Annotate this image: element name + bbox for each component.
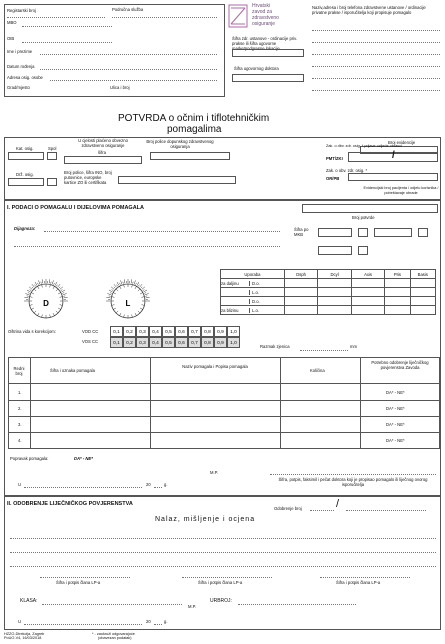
kind-label: U cjelosti plaćeno obvezno zdravstveno osiguranje bbox=[78, 138, 128, 148]
axis-dial-inner-tick bbox=[50, 315, 51, 318]
vod-acuity-5[interactable]: 0,6 bbox=[175, 326, 188, 337]
use-cell[interactable] bbox=[410, 297, 435, 306]
sign1-year-dot: g. bbox=[164, 482, 168, 487]
mkb-field-2[interactable] bbox=[358, 228, 368, 237]
section2-year-dot: g. bbox=[164, 619, 168, 624]
axis-dial-tick bbox=[58, 284, 61, 287]
axis-dial-inner-tick bbox=[34, 311, 36, 313]
institution-line-2[interactable] bbox=[312, 42, 440, 43]
vod-acuity-7[interactable]: 0,8 bbox=[201, 326, 214, 337]
section2-date: 20 bbox=[146, 619, 151, 624]
axis-dial-inner-tick bbox=[112, 305, 115, 306]
vos-acuity-8[interactable]: 0,9 bbox=[214, 337, 227, 348]
member-label-2: Šifra i potpis člana LP-a bbox=[198, 580, 243, 585]
footer-note2: (obavezan podatak) bbox=[98, 636, 132, 640]
axis-dial-tick bbox=[49, 279, 50, 283]
orpb-field[interactable] bbox=[348, 173, 438, 181]
institution-line-1[interactable] bbox=[312, 30, 440, 31]
hzzo-logo: Hrvatski zavod za zdravstveno osiguranje bbox=[228, 4, 308, 32]
institution-line-5[interactable] bbox=[312, 78, 440, 79]
use-cell[interactable] bbox=[318, 306, 351, 315]
axis-dial-tick bbox=[137, 282, 139, 285]
axis-dial-tick bbox=[32, 287, 33, 288]
evid-note: Evidencijski broj pacijenta / odjelu korisnika / pobeštavaje obrade bbox=[363, 186, 439, 195]
use-cell[interactable] bbox=[318, 297, 351, 306]
dob-field[interactable] bbox=[40, 69, 217, 70]
member-sign-1[interactable] bbox=[40, 577, 130, 578]
axis-dial-tick bbox=[111, 287, 114, 290]
axis-dial-tick bbox=[109, 290, 112, 292]
mkb-field-5[interactable] bbox=[318, 246, 352, 255]
approval-num-field-1[interactable] bbox=[310, 510, 334, 511]
axis-dial-tick bbox=[136, 283, 137, 285]
repair-value[interactable]: DA* - NE* bbox=[74, 456, 93, 461]
reg-num-label: Registarski broj bbox=[7, 8, 36, 13]
vod-acuity-3[interactable]: 0,4 bbox=[149, 326, 162, 337]
vod-acuity-0[interactable]: 0,1 bbox=[110, 326, 123, 337]
axis-dial-tick bbox=[35, 285, 36, 287]
axis-dial-inner-tick bbox=[53, 286, 55, 289]
inst-code-label: Šifra zdr. ustanove - ordinacije priv. prakse ili šifra ugovorne marketpodgresne lokacije bbox=[232, 36, 298, 51]
axis-dial-tick bbox=[141, 287, 142, 288]
institution-line-4[interactable] bbox=[312, 66, 440, 67]
opinion-line-3[interactable] bbox=[10, 566, 436, 567]
use-cell[interactable] bbox=[284, 288, 317, 297]
axis-dial-tick bbox=[35, 282, 37, 285]
use-cell[interactable] bbox=[410, 306, 435, 315]
axis-dial-tick bbox=[60, 287, 63, 290]
deputy-label: Zak. o dbv. zdr. osig. * prijave ozljede obrasci bbox=[326, 144, 402, 148]
sign1-signature-field[interactable] bbox=[270, 474, 436, 475]
oib-field[interactable] bbox=[22, 42, 112, 43]
diag-line-1[interactable] bbox=[44, 231, 280, 232]
opinion-line-1[interactable] bbox=[10, 538, 436, 539]
pd-field[interactable] bbox=[300, 350, 348, 351]
acuity-label: Oštrina vida s korekcijom: bbox=[8, 329, 56, 334]
pmt-label: PMT/ZKI bbox=[326, 156, 343, 161]
axis-dial-tick bbox=[61, 290, 63, 291]
pd-unit: mm bbox=[350, 344, 357, 349]
footer-line1: HZZO-Direkcija, Zagreb bbox=[4, 632, 45, 636]
address-label: Adresa osig. osobe bbox=[7, 75, 43, 80]
axis-dial-inner-tick bbox=[38, 313, 40, 316]
section2-mp: M.P. bbox=[188, 604, 197, 609]
aids-header-code: Šifra i oznaka pomagala bbox=[50, 368, 95, 373]
use-cell[interactable] bbox=[385, 306, 410, 315]
axis-dial-tick bbox=[114, 287, 115, 288]
form-title-line1: POTVRDA o očnim i tiflotehničkim bbox=[118, 113, 270, 124]
axis-dial-inner-tick bbox=[42, 285, 43, 288]
approval-num-field-2[interactable] bbox=[346, 510, 426, 511]
axis-dial-tick bbox=[59, 287, 60, 288]
doctor-code-label: Šifra ugovornog doktora bbox=[234, 66, 279, 71]
axis-dial-inner-tick bbox=[120, 286, 122, 289]
orpb-label: OR/PB bbox=[326, 176, 340, 181]
kind-sub: šifra bbox=[98, 150, 106, 155]
axis-dial-inner-tick bbox=[132, 285, 133, 288]
use-header-5: Basis bbox=[410, 270, 435, 279]
aids-row-2-num: 2. bbox=[18, 406, 22, 411]
axis-dial-inner-tick bbox=[60, 297, 63, 298]
street-label: Ulica i broj bbox=[110, 85, 130, 90]
axis-dial-tick bbox=[62, 293, 64, 294]
vos-acuity-4[interactable]: 0,5 bbox=[162, 337, 175, 348]
use-cell[interactable] bbox=[318, 279, 351, 288]
mkb-label: Šifra po MKB bbox=[294, 227, 309, 237]
use-cell[interactable] bbox=[318, 288, 351, 297]
footer-line2: PoUO-V4, 16/03/2018 bbox=[4, 636, 42, 640]
vos-acuity-9[interactable]: 1,0 bbox=[227, 337, 240, 348]
axis-dial-inner-tick bbox=[113, 293, 116, 295]
section1-title: I. PODACI O POMAGALU I DIJELOVIMA POMAGALA bbox=[7, 205, 144, 211]
axis-dial-inner-tick bbox=[138, 311, 140, 313]
vod-label: VOD CC bbox=[82, 329, 99, 334]
cert-field[interactable] bbox=[118, 176, 236, 184]
axis-dial-tick bbox=[54, 283, 55, 285]
mbo-label: MBO bbox=[7, 20, 17, 25]
use-cell[interactable] bbox=[351, 306, 384, 315]
aids-row-2-approval[interactable]: DA* - NE* bbox=[386, 406, 405, 411]
sign1-mp: M.P. bbox=[210, 470, 219, 475]
diag-policy-label: Broj police dopunskog zdravstvenog osiguranja bbox=[146, 139, 214, 149]
repair-label: Popravak pomagala: bbox=[10, 456, 49, 461]
axis-dial-tick bbox=[146, 297, 150, 298]
reg-num-field[interactable] bbox=[7, 17, 105, 18]
diag-label: Dijagnoza: bbox=[14, 226, 36, 231]
address-field[interactable] bbox=[50, 80, 217, 81]
section2-title: II. ODOBRENJE LIJEČNIČKOG POVJERENSTVA bbox=[7, 501, 133, 507]
axis-dial-tick bbox=[120, 283, 121, 285]
use-cell[interactable] bbox=[410, 288, 435, 297]
axis-dial-tick bbox=[123, 282, 124, 284]
axis-dial-inner-tick bbox=[140, 308, 143, 310]
section2-place: U bbox=[18, 619, 22, 624]
vod-acuity-2[interactable]: 0,3 bbox=[136, 326, 149, 337]
institution-note: Naziv,adresa i broj telefona zdravstvene ustanove / ordinacije privatne prakse / isporučitelja koji propisuje pomagalo bbox=[312, 5, 426, 15]
axis-dial-inner-tick bbox=[30, 297, 33, 298]
use-group-near: D.o. bbox=[221, 297, 285, 306]
dial-right-label: L bbox=[125, 299, 131, 308]
zak2-label: Zak. o obv. zdr. osig. * bbox=[326, 168, 368, 173]
axis-dial-inner-tick bbox=[124, 315, 125, 318]
axis-dial-tick bbox=[29, 287, 32, 290]
vod-acuity-6[interactable]: 0,7 bbox=[188, 326, 201, 337]
sex-label: Spol bbox=[48, 146, 57, 151]
sex-field[interactable] bbox=[47, 152, 57, 160]
city-label: Grad/mjesto bbox=[7, 85, 30, 90]
use-cell[interactable] bbox=[284, 297, 317, 306]
member-label-1: Šifra i potpis člana LP-a bbox=[56, 580, 101, 585]
mkb-field-6[interactable] bbox=[358, 246, 368, 255]
axis-dial-tick bbox=[134, 280, 135, 284]
use-cell[interactable] bbox=[385, 279, 410, 288]
dob-label: Datum rođenja bbox=[7, 64, 35, 69]
axis-dial-tick bbox=[145, 296, 147, 297]
vos-acuity-1[interactable]: 0,2 bbox=[123, 337, 136, 348]
use-header-0: Uporaba bbox=[221, 270, 285, 279]
axis-dial-inner-tick bbox=[135, 313, 137, 316]
aids-header-name: Naziv pomagala i Popisa pomagala bbox=[182, 364, 248, 369]
axis-dial-inner-tick bbox=[38, 286, 40, 289]
axis-dial-tick bbox=[106, 297, 110, 298]
axis-dial-inner-tick bbox=[31, 293, 34, 295]
axis-dial-tick bbox=[51, 282, 52, 284]
axis-dial-inner-tick bbox=[53, 313, 55, 316]
axis-dial-inner-tick bbox=[30, 305, 33, 306]
axis-dial-tick bbox=[120, 280, 121, 284]
axis-dial-tick bbox=[25, 293, 29, 294]
axis-dial-tick bbox=[56, 285, 57, 287]
use-header-1: Dsph bbox=[284, 270, 317, 279]
pd-label: Razmak zjenica bbox=[260, 344, 290, 349]
aids-header-num: Redni broj bbox=[13, 366, 25, 376]
axis-dial-tick bbox=[107, 293, 111, 294]
axis-dial-tick bbox=[131, 279, 132, 283]
diag-line-2[interactable] bbox=[14, 246, 280, 247]
aids-header-qty: Količina bbox=[310, 368, 325, 373]
use-header-3: Axis bbox=[351, 270, 384, 279]
class-field[interactable] bbox=[42, 604, 182, 605]
refraction-table: Uporaba Dsph Dcyl Axis Pris Basis za daljinu D.o. L.o. D.o. za blizinu L.o. bbox=[220, 269, 436, 315]
form-title-line2: pomagalima bbox=[167, 124, 222, 135]
use-cell[interactable] bbox=[385, 297, 410, 306]
axis-dial-inner-tick bbox=[135, 286, 137, 289]
axis-dial-inner-tick bbox=[112, 297, 115, 298]
office-label: Područna služba bbox=[112, 7, 144, 12]
urbroj-label: URBROJ: bbox=[210, 598, 232, 604]
pmt-slash: / bbox=[392, 150, 395, 161]
axis-dial-inner-tick bbox=[142, 297, 145, 298]
axis-dial-tick bbox=[133, 282, 134, 284]
vod-acuity-8[interactable]: 0,9 bbox=[214, 326, 227, 337]
axis-dial-inner-tick bbox=[140, 293, 143, 295]
dz-label: Drž. osig. bbox=[16, 172, 34, 177]
vos-acuity-5[interactable]: 0,6 bbox=[175, 337, 188, 348]
use-cell[interactable] bbox=[351, 279, 384, 288]
vos-acuity-3[interactable]: 0,4 bbox=[149, 337, 162, 348]
use-header-2: Dcyl bbox=[318, 270, 351, 279]
axis-dial-tick bbox=[138, 285, 139, 287]
oib-label: OIB bbox=[7, 36, 15, 41]
axis-dial-inner-tick bbox=[58, 293, 61, 295]
cat-label: Kat. osig. bbox=[16, 146, 34, 151]
inst-code-boxes[interactable] bbox=[232, 49, 304, 57]
aids-row-4-num: 4. bbox=[18, 438, 22, 443]
name-field[interactable] bbox=[40, 54, 217, 55]
name-label: Ime i prezime bbox=[7, 49, 33, 54]
office-field[interactable] bbox=[112, 17, 217, 18]
axis-dial-tick bbox=[114, 284, 117, 287]
axis-dial-tick bbox=[27, 296, 29, 297]
axis-dial-tick bbox=[32, 284, 35, 287]
mkb-field-3[interactable] bbox=[374, 228, 412, 237]
axis-dial-inner-tick bbox=[142, 305, 145, 306]
acuity-grid bbox=[110, 326, 250, 350]
mbo-field[interactable] bbox=[22, 26, 112, 27]
axis-dial-tick bbox=[63, 296, 65, 297]
confirm-num-boxes[interactable] bbox=[302, 204, 438, 213]
axis-dial-inner-tick bbox=[138, 289, 140, 291]
mkb-field-1[interactable] bbox=[318, 228, 352, 237]
use-header-4: Pris bbox=[385, 270, 410, 279]
axis-dial-tick bbox=[42, 279, 43, 283]
dz-field[interactable] bbox=[8, 178, 44, 186]
axis-dial-inner-tick bbox=[50, 285, 51, 288]
axis-dial-inner-tick bbox=[120, 313, 122, 316]
axis-dial-tick bbox=[112, 290, 114, 291]
institution-line-3[interactable] bbox=[312, 54, 440, 55]
axis-dial-tick bbox=[38, 280, 39, 284]
use-cell[interactable] bbox=[351, 297, 384, 306]
aids-row-3-num: 3. bbox=[18, 422, 22, 427]
vod-acuity-1[interactable]: 0,2 bbox=[123, 326, 136, 337]
use-group-far: za daljinu D.o. bbox=[221, 279, 285, 288]
confirm-num-label: Broj potvrde bbox=[352, 215, 375, 220]
axis-dial-tick bbox=[140, 284, 143, 287]
rel-label: Broj evidencije bbox=[388, 140, 416, 145]
sign1-place-field[interactable] bbox=[24, 487, 142, 488]
diag-policy-field[interactable] bbox=[150, 152, 230, 160]
sign1-note: Šifra, potpis, faksimil i pečat doktora koji je propisao pomagalo ili liječnog ovorog isporučitelja bbox=[278, 477, 428, 487]
vod-acuity-4[interactable]: 0,5 bbox=[162, 326, 175, 337]
opinion-line-2[interactable] bbox=[10, 552, 436, 553]
axis-dial-inner-tick bbox=[56, 311, 58, 313]
axis-dial-tick bbox=[24, 297, 28, 298]
use-cell[interactable] bbox=[284, 279, 317, 288]
approval-num-label: Odobrenje broj bbox=[274, 506, 302, 511]
doctor-code-boxes[interactable] bbox=[232, 74, 304, 82]
axis-dials bbox=[4, 262, 204, 320]
section2-year-field[interactable] bbox=[154, 624, 162, 625]
sign1-place: U bbox=[18, 482, 22, 487]
urbroj-field[interactable] bbox=[238, 604, 356, 605]
axis-dial-tick bbox=[145, 293, 149, 294]
aids-header-approval: Potrebno odobrenje liječničkog povjerenstva Zavoda bbox=[371, 360, 429, 370]
cert-note: Broj police, šifra INO, broj putovnice, europske kartice ZO ili certifikata bbox=[64, 170, 112, 185]
axis-dial-tick bbox=[117, 285, 118, 287]
vos-acuity-2[interactable]: 0,3 bbox=[136, 337, 149, 348]
institution-line-6[interactable] bbox=[312, 90, 440, 91]
member-sign-3[interactable] bbox=[320, 577, 410, 578]
member-sign-2[interactable] bbox=[182, 577, 272, 578]
vos-acuity-0[interactable]: 0,1 bbox=[110, 337, 123, 348]
use-cell[interactable] bbox=[284, 306, 317, 315]
axis-dial-tick bbox=[142, 287, 145, 290]
axis-dial-inner-tick bbox=[113, 308, 116, 310]
axis-dial-tick bbox=[144, 290, 147, 292]
use-cell[interactable] bbox=[410, 279, 435, 288]
class-label: KLASA: bbox=[20, 598, 38, 604]
axis-dial-inner-tick bbox=[56, 289, 58, 291]
sign1-date: 20 bbox=[146, 482, 151, 487]
cat-field[interactable] bbox=[8, 152, 44, 160]
axis-dial-tick bbox=[117, 282, 119, 285]
footer-note1: * - zaokruži odgovarajuće bbox=[92, 632, 135, 636]
vos-label: VOS CC bbox=[82, 339, 99, 344]
kind-field[interactable] bbox=[64, 156, 142, 164]
vos-acuity-7[interactable]: 0,8 bbox=[201, 337, 214, 348]
axis-dial-inner-tick bbox=[34, 289, 36, 291]
sign1-year-field[interactable] bbox=[154, 487, 162, 488]
aids-row-4-approval[interactable]: DA* - NE* bbox=[386, 438, 405, 443]
axis-dial-tick bbox=[64, 297, 68, 298]
axis-dial-tick bbox=[124, 279, 125, 283]
opinion-title: Nalaz, mišljenje i ocjena bbox=[155, 516, 256, 523]
axis-dial-inner-tick bbox=[116, 311, 118, 313]
mkb-field-4[interactable] bbox=[418, 228, 428, 237]
dial-left-label: D bbox=[43, 299, 49, 308]
axis-dial-tick bbox=[52, 280, 53, 284]
axis-dial-tick bbox=[110, 293, 112, 294]
axis-dial-tick bbox=[143, 290, 145, 291]
member-label-3: Šifra i potpis člana LP-a bbox=[336, 580, 381, 585]
axis-dial-inner-tick bbox=[124, 285, 125, 288]
axis-dial-tick bbox=[41, 282, 42, 284]
use-cell[interactable] bbox=[351, 288, 384, 297]
axis-dial-inner-tick bbox=[58, 308, 61, 310]
section2-place-field[interactable] bbox=[24, 624, 142, 625]
axis-dial-tick bbox=[144, 293, 146, 294]
use-cell[interactable] bbox=[385, 288, 410, 297]
axis-dial-tick bbox=[109, 296, 111, 297]
axis-dial-inner-tick bbox=[60, 305, 63, 306]
approval-slash: / bbox=[336, 498, 340, 510]
aids-row-3-approval[interactable]: DA* - NE* bbox=[386, 422, 405, 427]
vos-acuity-6[interactable]: 0,7 bbox=[188, 337, 201, 348]
axis-dial-inner-tick bbox=[31, 308, 34, 310]
axis-dial-tick bbox=[62, 290, 65, 292]
axis-dial-tick bbox=[27, 290, 30, 292]
axis-dial-inner-tick bbox=[116, 289, 118, 291]
dz-small-field[interactable] bbox=[47, 178, 57, 186]
axis-dial-tick bbox=[55, 282, 57, 285]
axis-dial-inner-tick bbox=[42, 315, 43, 318]
axis-dial-tick bbox=[28, 293, 30, 294]
axis-dial-tick bbox=[30, 290, 32, 291]
vod-acuity-9[interactable]: 1,0 bbox=[227, 326, 240, 337]
aids-row-1-num: 1. bbox=[18, 390, 22, 395]
axis-dial-inner-tick bbox=[132, 315, 133, 318]
axis-dial-tick bbox=[63, 293, 67, 294]
aids-row-1-approval[interactable]: DA* - NE* bbox=[386, 390, 405, 395]
axis-dial-tick bbox=[38, 283, 39, 285]
